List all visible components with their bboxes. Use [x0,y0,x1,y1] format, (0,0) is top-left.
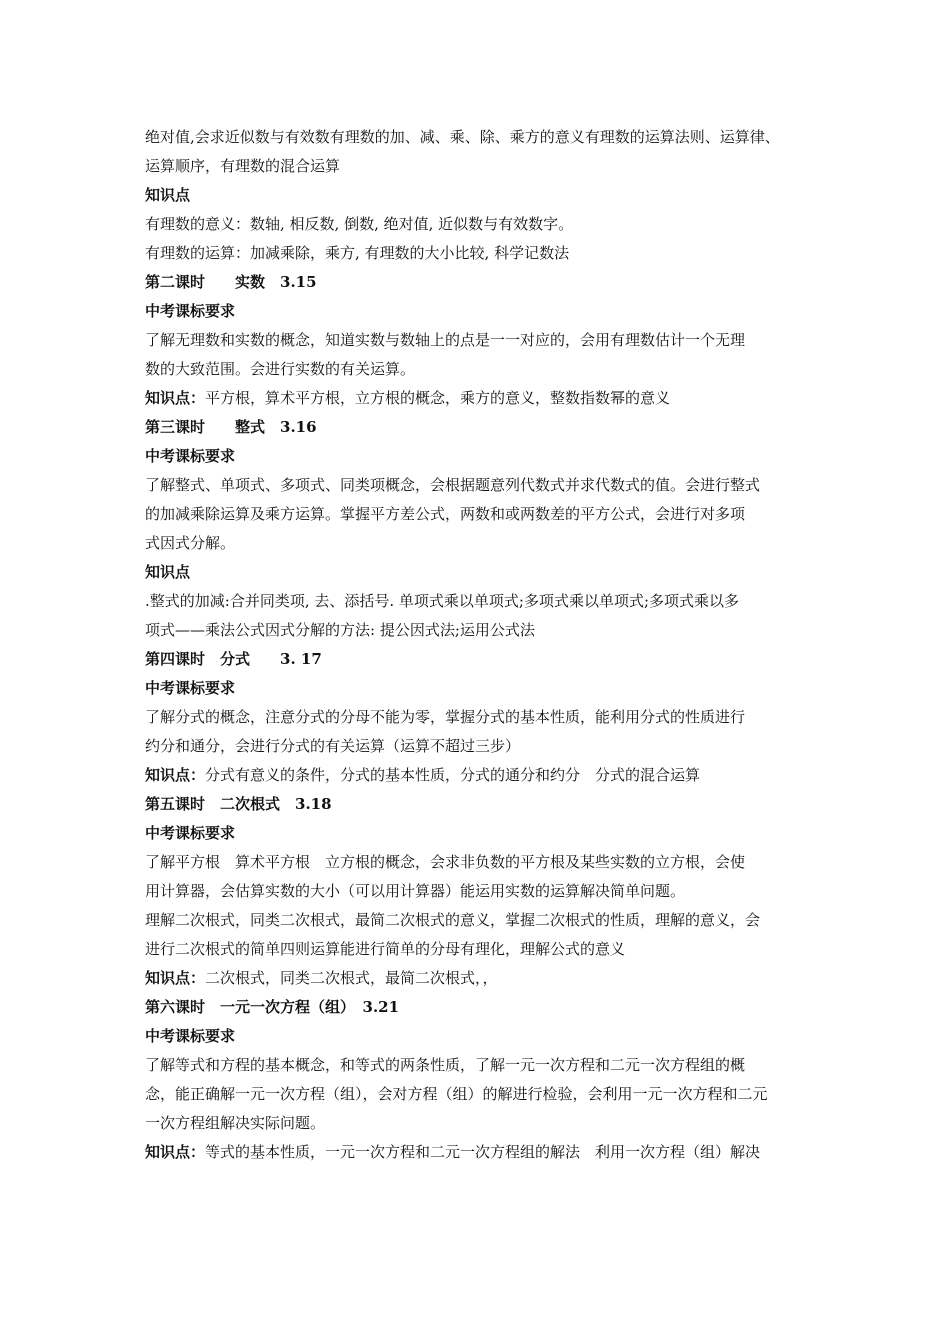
lesson-title: 第四课时 分式 3. 17 [145,650,322,668]
text-line: 数的大致范围。会进行实数的有关运算。 [145,360,416,378]
text-line: 绝对值,会求近似数与有效数有理数的加、减、乘、除、乘方的意义有理数的运算法则、运算律、 [145,128,780,146]
text-line: 了解无理数和实数的概念，知道实数与数轴上的点是一一对应的，会用有理数估计一个无理 [145,331,746,349]
section-heading: 知识点 [145,186,191,204]
text-line: 有理数的运算：加减乘除，乘方, 有理数的大小比较, 科学记数法 [145,244,570,262]
text-line: .整式的加减:合并同类项, 去、添括号. 单项式乘以单项式;多项式乘以单项式;多项式乘以多 [145,592,740,610]
document-page [145,123,815,1167]
section-heading: 中考课标要求 [145,1027,236,1045]
lesson-title: 第五课时 二次根式 3.18 [145,795,332,813]
text-line: 的加减乘除运算及乘方运算。掌握平方差公式，两数和或两数差的平方公式，会进行对多项 [145,505,746,523]
knowledge-text: 分式有意义的条件，分式的基本性质，分式的通分和约分 分式的混合运算 [205,766,701,784]
text-line: 用计算器，会估算实数的大小（可以用计算器）能运用实数的运算解决简单问题。 [145,882,686,900]
text-line: 理解二次根式，同类二次根式，最简二次根式的意义，掌握二次根式的性质，理解的意义，会 [145,911,761,929]
lesson-title: 第六课时 一元一次方程（组） 3.21 [145,998,400,1016]
knowledge-label: 知识点： [145,389,206,407]
text-line: 念，能正确解一元一次方程（组），会对方程（组）的解进行检验，会利用一元一次方程和二元 [145,1085,768,1103]
text-line: 约分和通分，会进行分式的有关运算（运算不超过三步） [145,737,521,755]
knowledge-line [145,964,815,993]
knowledge-text: 等式的基本性质，一元一次方程和二元一次方程组的解法 利用一次方程（组）解决 [205,1143,761,1161]
knowledge-label: 知识点： [145,1143,206,1161]
text-line: 了解等式和方程的基本概念，和等式的两条性质，了解一元一次方程和二元一次方程组的概 [145,1056,746,1074]
text-line: 有理数的意义：数轴, 相反数, 倒数, 绝对值, 近似数与有效数字。 [145,215,574,233]
knowledge-label: 知识点： [145,969,206,987]
lesson-title: 第二课时 实数 3.15 [145,273,317,291]
section-heading: 中考课标要求 [145,302,236,320]
knowledge-line [145,761,815,790]
knowledge-text: 平方根，算术平方根，立方根的概念，乘方的意义，整数指数幂的意义 [205,389,671,407]
text-line: 进行二次根式的简单四则运算能进行简单的分母有理化，理解公式的意义 [145,940,626,958]
knowledge-text: 二次根式，同类二次根式，最简二次根式，， [205,969,498,987]
section-heading: 中考课标要求 [145,679,236,697]
text-line: 了解整式、单项式、多项式、同类项概念，会根据题意列代数式并求代数式的值。会进行整式 [145,476,761,494]
text-line: 式因式分解。 [145,534,236,552]
text-line: 运算顺序，有理数的混合运算 [145,157,341,175]
section-heading: 中考课标要求 [145,447,236,465]
text-line: 一次方程组解决实际问题。 [145,1114,326,1132]
text-line: 项式——乘法公式因式分解的方法: 提公因式法;运用公式法 [145,621,535,639]
knowledge-label: 知识点： [145,766,206,784]
section-heading: 知识点 [145,563,191,581]
section-heading: 中考课标要求 [145,824,236,842]
lesson-title: 第三课时 整式 3.16 [145,418,317,436]
knowledge-line [145,1138,815,1167]
text-line: 了解分式的概念，注意分式的分母不能为零，掌握分式的基本性质，能利用分式的性质进行 [145,708,746,726]
knowledge-line [145,384,815,413]
text-line: 了解平方根 算术平方根 立方根的概念，会求非负数的平方根及某些实数的立方根，会使 [145,853,746,871]
